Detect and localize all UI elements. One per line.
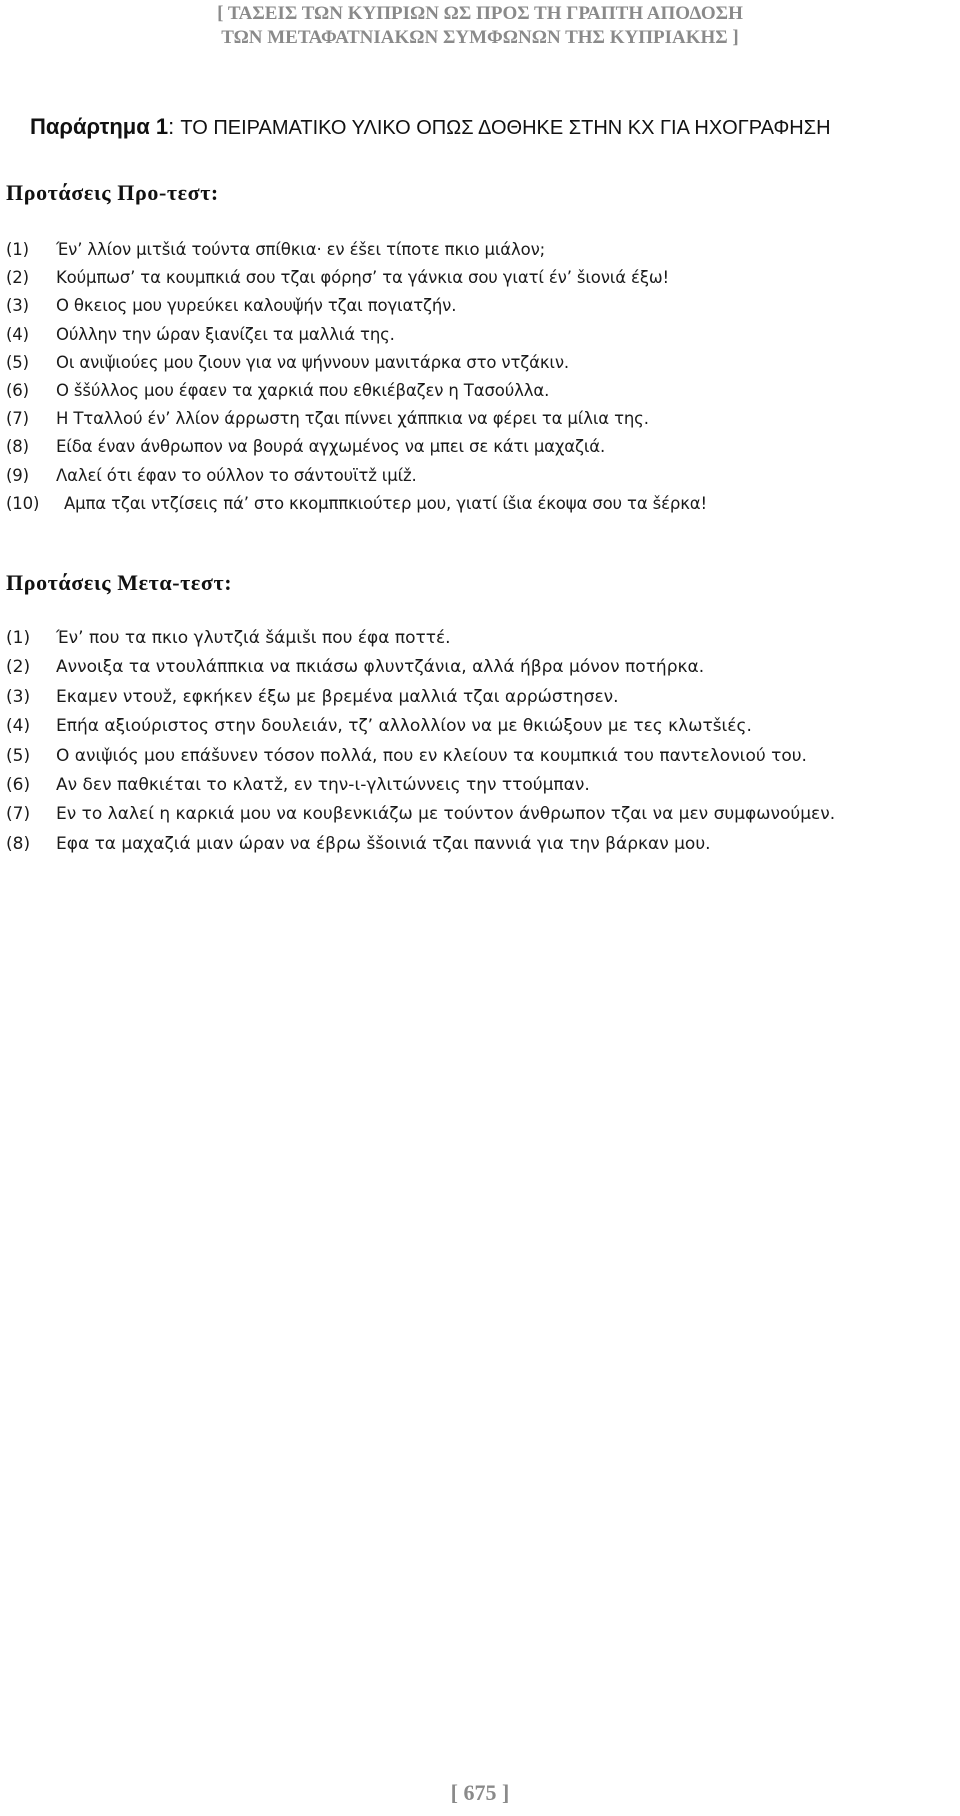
sentence-text: Ο ššύλλος μου έφαεν τα χαρκιά που εθκιέβαζεν η Τασούλλα. — [56, 380, 550, 400]
pretest-sentence-list — [6, 236, 707, 518]
sentence-text: Αννοιξα τα ντουλάππκια να πκιάσω φλυντζάνια, αλλά ήβρα μόνον ποτήρκα. — [56, 657, 705, 678]
sentence-number: (2) — [6, 657, 31, 678]
posttest-sentence — [6, 742, 835, 771]
sentence-text: Έν’ που τα πκιο γλυτζιά šάμιšι που έφα ποττέ. — [56, 628, 451, 648]
sentence-text: Ούλλην την ώραν ξιανίζει τα μαλλιά της. — [56, 324, 395, 344]
posttest-sentence-list — [6, 624, 835, 859]
appendix-title — [30, 114, 831, 140]
sentence-number: (5) — [6, 745, 31, 766]
posttest-sentence — [6, 624, 835, 653]
sentence-number: (7) — [6, 804, 31, 825]
posttest-heading: Προτάσεις Μετα-τεστ: — [6, 570, 233, 595]
pretest-sentence — [6, 236, 707, 264]
sentence-number: (1) — [6, 240, 29, 259]
appendix-title-text: ΤΟ ΠΕΙΡΑΜΑΤΙΚΟ ΥΛΙΚΟ ΟΠΩΣ ΔΟΘΗΚΕ ΣΤΗΝ ΚΧ ΓΙΑ ΗΧΟΓΡΑΦΗΣΗ — [180, 117, 831, 139]
sentence-text: Αμπα τζαι ντζίσεις πά’ στο κκομππκιούτερ μου, γιατί ίšια έκοψα σου τα šέρκα! — [64, 493, 707, 513]
posttest-sentence — [6, 683, 835, 712]
sentence-number: (8) — [6, 437, 29, 457]
sentence-number: (3) — [6, 296, 29, 316]
pretest-sentence — [6, 405, 707, 433]
posttest-sentence — [6, 830, 835, 859]
running-header-line-1: [ ΤΑΣΕΙΣ ΤΩΝ ΚΥΠΡΙΩΝ ΩΣ ΠΡΟΣ ΤΗ ΓΡΑΠΤΗ ΑΠΟΔΟΣΗ — [217, 3, 743, 24]
sentence-text: Εφα τα μαχαζιά μιαν ώραν να έβρω ššοινιά τζαι παννιά για την βάρκαν μου. — [56, 833, 711, 854]
sentence-text: Επήα αξιούριστος στην δουλειάν, τζ’ αλλολλίον να με θκιώξουν με τες κλωτšιές. — [56, 716, 752, 737]
pretest-sentence — [6, 490, 707, 518]
sentence-number: (6) — [6, 774, 31, 795]
sentence-number: (3) — [6, 686, 31, 707]
pretest-sentence — [6, 462, 707, 490]
sentence-number: (4) — [6, 324, 29, 344]
pretest-sentence — [6, 433, 707, 461]
appendix-separator: : — [168, 114, 181, 139]
sentence-text: Έν’ λλίον μιτšιά τούντα σπίθκια· εν έšει τίποτε πκιο μιάλον; — [56, 240, 546, 259]
page-number: [ 675 ] — [450, 1780, 510, 1805]
sentence-number: (5) — [6, 352, 29, 372]
posttest-sentence — [6, 800, 835, 829]
posttest-sentence — [6, 771, 835, 800]
pretest-sentence — [6, 321, 707, 349]
pretest-sentence — [6, 349, 707, 377]
sentence-number: (2) — [6, 268, 29, 288]
sentence-number: (1) — [6, 628, 31, 648]
sentence-text: Λαλεί ότι έφαν το ούλλον το σάντουϊτž ιμίž. — [56, 465, 417, 485]
sentence-text: Η Τταλλού έν’ λλίον άρρωστη τζαι πίννει χάππκια να φέρει τα μίλια της. — [56, 409, 649, 429]
pretest-sentence — [6, 292, 707, 320]
sentence-text: Εν το λαλεί η καρκιά μου να κουβενκιάζω με τούντον άνθρωπον τζαι να μεν συμφωνούμεν. — [56, 804, 836, 825]
posttest-sentence — [6, 712, 835, 741]
appendix-label: Παράρτημα 1 — [30, 114, 169, 139]
pretest-heading: Προτάσεις Προ-τεστ: — [6, 180, 219, 205]
sentence-text: Κούμπωσ’ τα κουμπκιά σου τζαι φόρησ’ τα γάνκια σου γιατί έν’ šιονιά έξω! — [56, 268, 670, 288]
sentence-text: Ο θκειος μου γυρεύκει καλουψ̌ήν τζαι πογιατζήν. — [56, 296, 457, 316]
sentence-text: Ο ανιψ̌ιός μου επάšυνεν τόσον πολλά, που εν κλείουν τα κουμπκιά του παντελονιού του. — [56, 745, 807, 766]
sentence-number: (8) — [6, 833, 31, 854]
sentence-text: Εκαμεν ντουž, εφκήκεν έξω με βρεμένα μαλλιά τζαι αρρώστησεν. — [56, 686, 619, 707]
sentence-text: Είδα έναν άνθρωπον να βουρά αγχωμένος να μπει σε κάτι μαχαζιά. — [56, 437, 606, 457]
sentence-number: (7) — [6, 409, 29, 429]
pretest-sentence — [6, 264, 707, 292]
running-header — [0, 2, 960, 50]
sentence-number: (6) — [6, 380, 29, 400]
posttest-sentence — [6, 653, 835, 682]
pretest-sentence — [6, 377, 707, 405]
sentence-number: (9) — [6, 465, 29, 485]
running-header-line-2: ΤΩΝ ΜΕΤΑΦΑΤΝΙΑΚΩΝ ΣΥΜΦΩΝΩΝ ΤΗΣ ΚΥΠΡΙΑΚΗΣ ] — [221, 27, 739, 48]
sentence-number: (10) — [6, 493, 40, 513]
sentence-text: Οι ανιψ̌ιούες μου ζιουν για να ψήννουν μανιτάρκα στο ντζάκιν. — [56, 352, 569, 372]
sentence-number: (4) — [6, 716, 31, 737]
sentence-text: Αν δεν παθκιέται το κλατž, εν την-ι-γλιτώννεις την ττούμπαν. — [56, 774, 590, 795]
